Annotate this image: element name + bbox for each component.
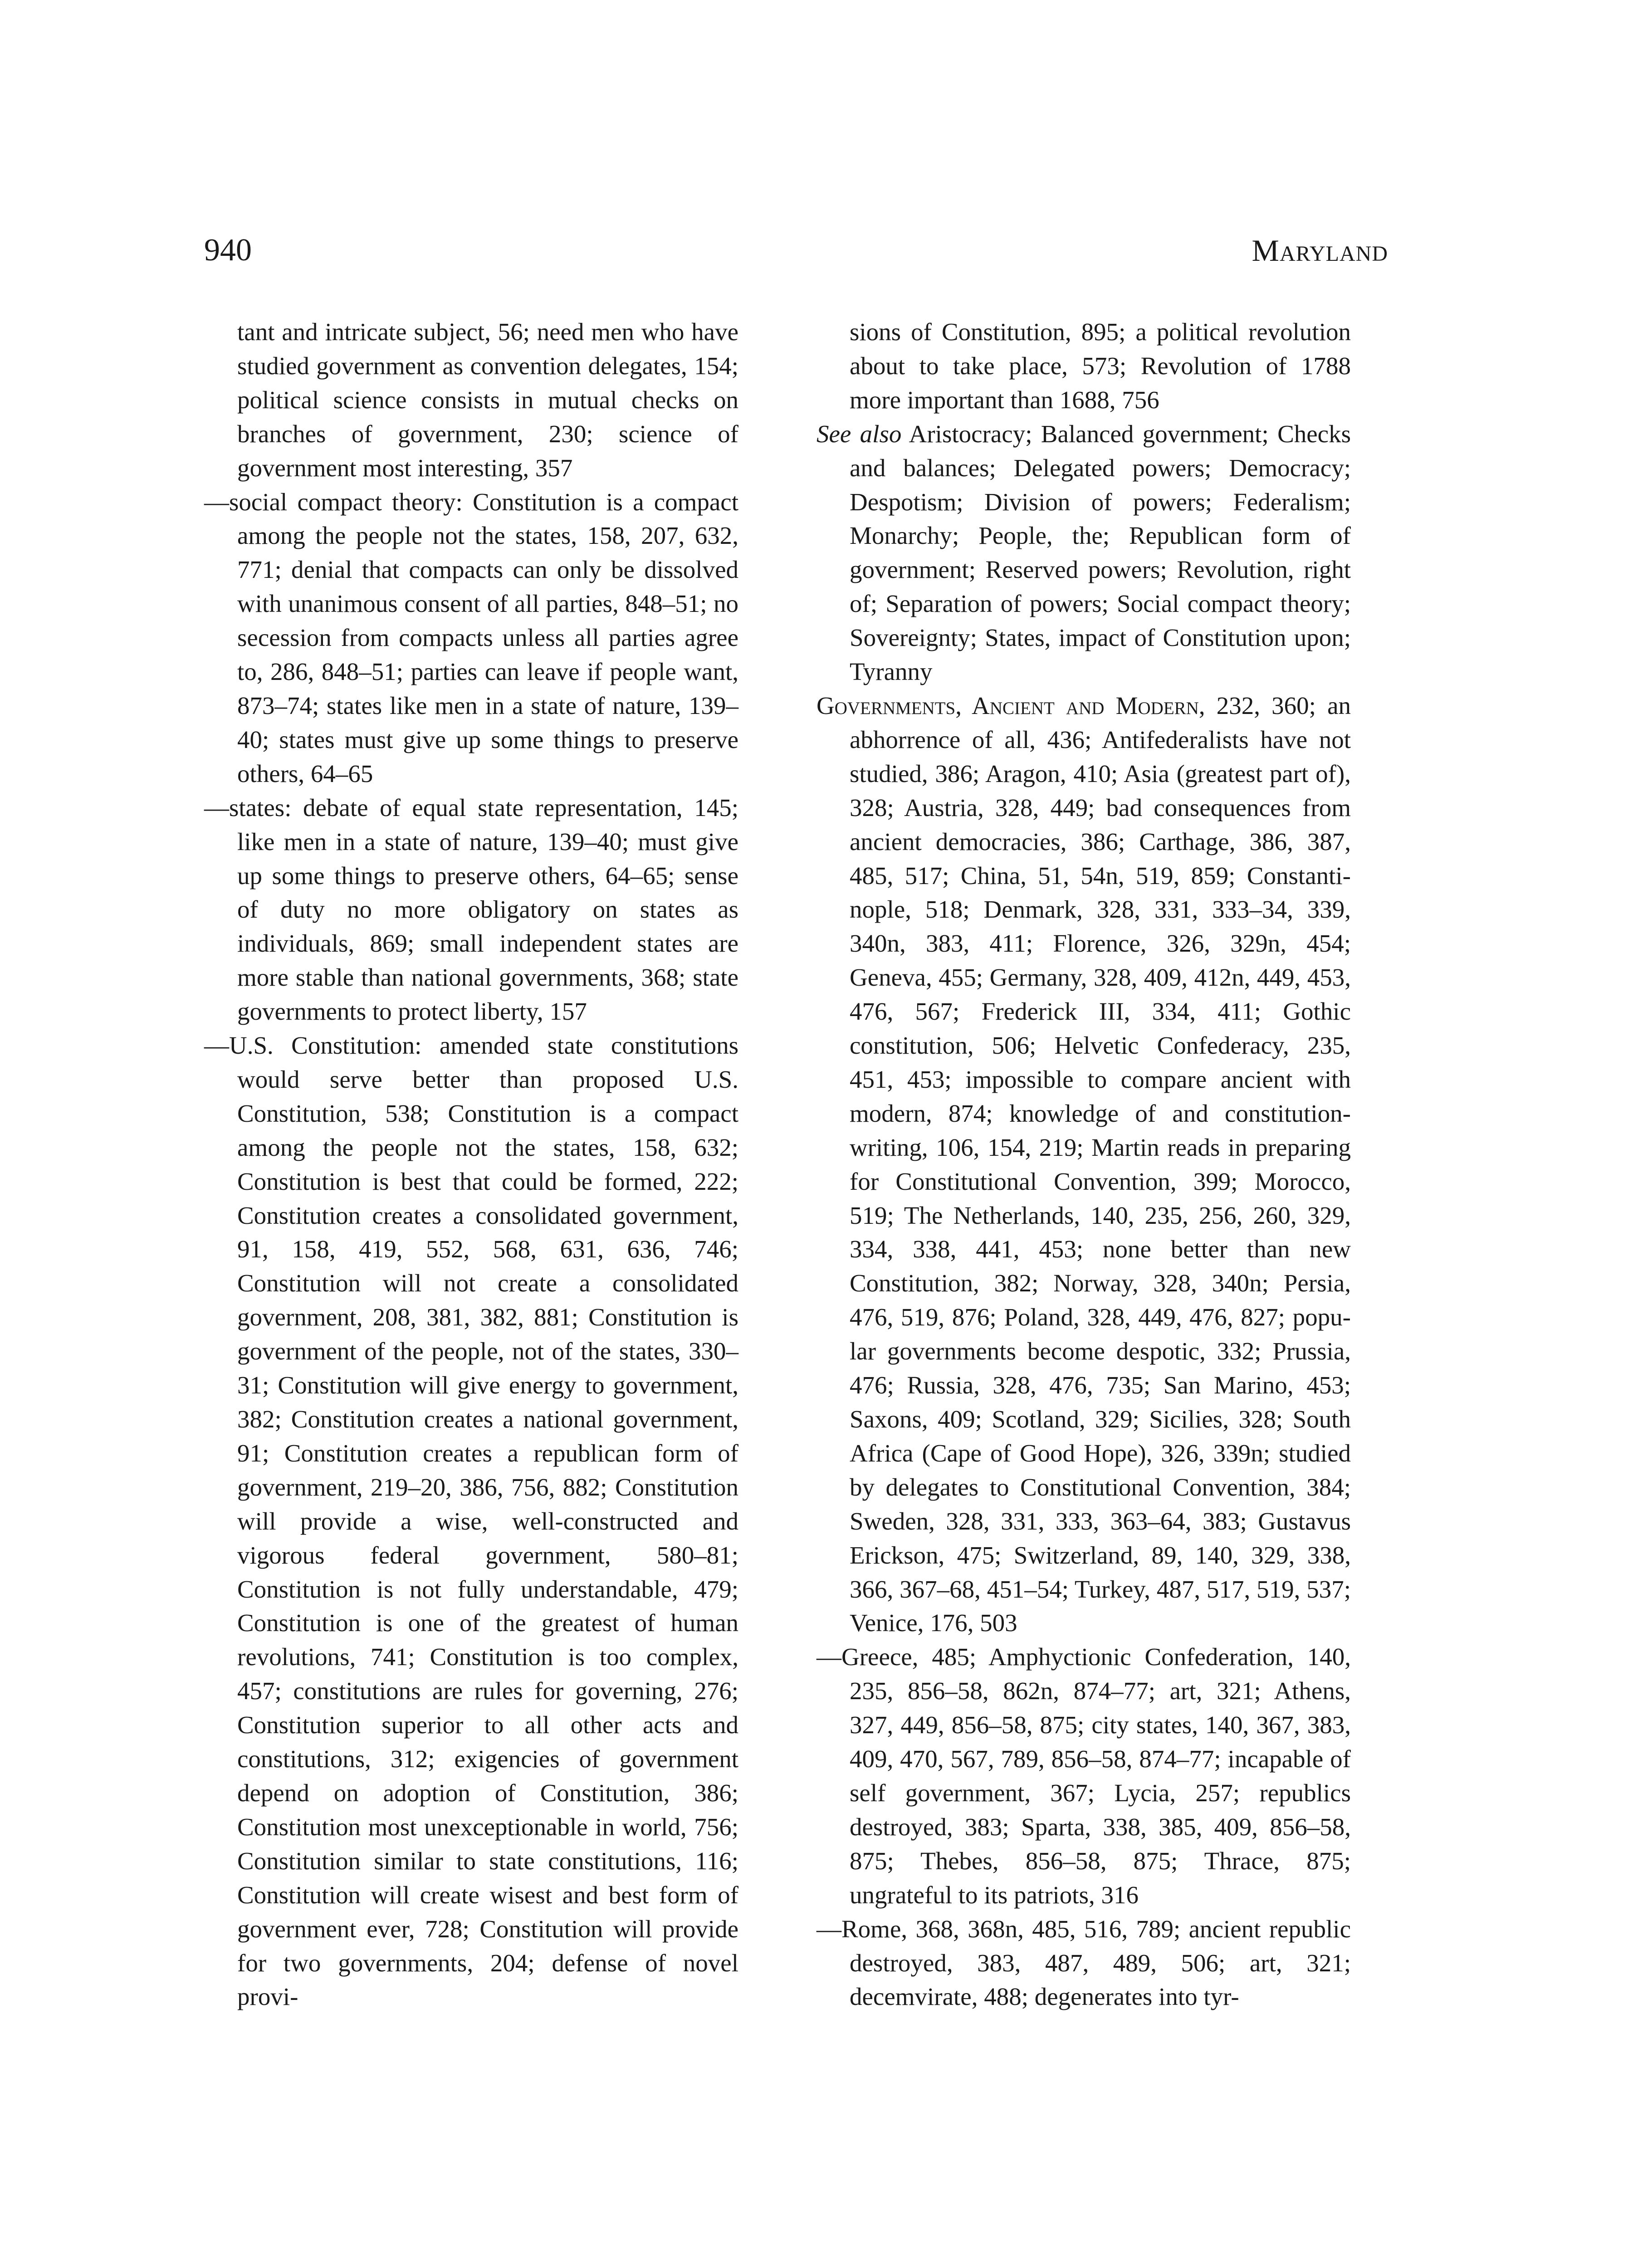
index-entry-continuation: tant and intricate subject, 56; need men who have studied government as convention delegates, 154; political science consists in mutual checks on branches of government, 230; science of government most interesting, 357	[237, 318, 738, 482]
index-subentry-greece: —Greece, 485; Amphyctionic Confederation, 140, 235, 856–58, 862n, 874–77; art, 321; Athens, 327, 449, 856–58, 875; city states, 140, 367, 383, 409, 470, 567, 789, 856–58, 874–77; incapable of self government, 367; Lycia, 257; republics destroyed, 383; Sparta, 338, 385, 409, 856–58, 875; Thebes, 856–58, 875; Thrace, 875; ungrateful to its patriots, 316	[816, 1643, 1351, 1909]
index-entry-continuation: sions of Constitution, 895; a political revolution about to take place, 573; Revolution of 1788 more important than 1688, 756	[850, 318, 1351, 414]
right-column	[816, 315, 1351, 2014]
running-head: Maryland	[1252, 233, 1388, 268]
index-heading-text: , 232, 360; an abhorrence of all, 436; Antifederalists have not studied, 386; Aragon, 410; Asia (greatest part of), 328; Austria, 328, 449; bad consequences from ancient democracies, 386; Carthage, 386, 387, 485, 517; China, 51, 54n, 519, 859; Constantinople, 518; Denmark, 328, 331, 333–34, 339, 340n, 383, 411; Florence, 326, 329n, 454; Geneva, 455; Germany, 328, 409, 412n, 449, 453, 476, 567; Frederick III, 334, 411; Gothic constitution, 506; Helvetic Confederacy, 235, 451, 453; impossible to compare ancient with modern, 874; knowledge of and constitution-writing, 106, 154, 219; Martin reads in preparing for Constitutional Convention, 399; Morocco, 519; The Netherlands, 140, 235, 256, 260, 329, 334, 338, 441, 453; none better than new Constitution, 382; Norway, 328, 340n; Persia, 476, 519, 876; Poland, 328, 449, 476, 827; popular governments become despotic, 332; Prussia, 476; Russia, 328, 476, 735; San Marino, 453; Saxons, 409; Scotland, 329; Sicilies, 328; South Africa (Cape of Good Hope), 326, 339n; studied by delegates to Constitutional Convention, 384; Sweden, 328, 331, 333, 363–64, 383; Gustavus Erickson, 475; Switzerland, 89, 140, 329, 338, 366, 367–68, 451–54; Turkey, 487, 517, 519, 537; Venice, 176, 503	[850, 691, 1351, 1637]
page-header	[204, 228, 1388, 273]
see-also-entry	[816, 417, 1351, 689]
index-subentry-social-compact: —social compact theory: Constitution is a compact among the people not the states, 158, 207, 632, 771; denial that compacts can only be dissolved with unanimous consent of all parties, 848–51; no secession from compacts unless all parties agree to, 286, 848–51; parties can leave if people want, 873–74; states like men in a state of nature, 139–40; states must give up some things to preserve others, 64–65	[204, 488, 738, 787]
index-subentry-rome: —Rome, 368, 368n, 485, 516, 789; ancient republic destroyed, 383, 487, 489, 506; art, 321; decemvirate, 488; degenerates into tyr-	[816, 1915, 1351, 2011]
see-also-label: See also	[816, 420, 902, 448]
see-also-text: Aristocracy; Balanced government; Checks and balances; Delegated powers; Democracy; Despotism; Division of powers; Federalism; Monarchy; People, the; Republican form of government; Reserved powers; Revolution, right of; Separation of powers; Social compact theory; Sovereignty; States, impact of Constitution upon; Tyranny	[850, 420, 1351, 686]
index-subentry-us-constitution: —U.S. Constitution: amended state constitutions would serve better than proposed U.S. Constitution, 538; Constitution is a compact among the people not the states, 158, 632; Constitution is best that could be formed, 222; Constitution creates a consolidated government, 91, 158, 419, 552, 568, 631, 636, 746; Constitution will not create a consolidated government, 208, 381, 382, 881; Constitution is government of the people, not of the states, 330–31; Constitution will give energy to government, 382; Constitution creates a national government, 91; Constitution creates a republican form of government, 219–20, 386, 756, 882; Constitution will provide a wise, well-constructed and vigorous federal government, 580–81; Constitution is not fully understandable, 479; Constitution is one of the greatest of human revolutions, 741; Constitution is too complex, 457; constitutions are rules for governing, 276; Constitution superior to all other acts and constitutions, 312; exigencies of government depend on adoption of Constitution, 386; Constitution most unexceptionable in world, 756; Constitution similar to state constitutions, 116; Constitution will create wisest and best form of government ever, 728; Constitution will provide for two governments, 204; defense of novel provi-	[204, 1031, 738, 2011]
page-number: 940	[204, 233, 252, 268]
index-subentry-states: —states: debate of equal state representation, 145; like men in a state of nature, 139–40; must give up some things to preserve others, 64–65; sense of duty no more obligatory on states as individuals, 869; small independent states are more stable than national governments, 368; state governments to protect liberty, 157	[204, 793, 738, 1026]
left-column	[204, 315, 738, 2014]
index-heading: Governments, Ancient and Modern	[816, 691, 1199, 719]
index-heading-entry	[816, 689, 1351, 1640]
